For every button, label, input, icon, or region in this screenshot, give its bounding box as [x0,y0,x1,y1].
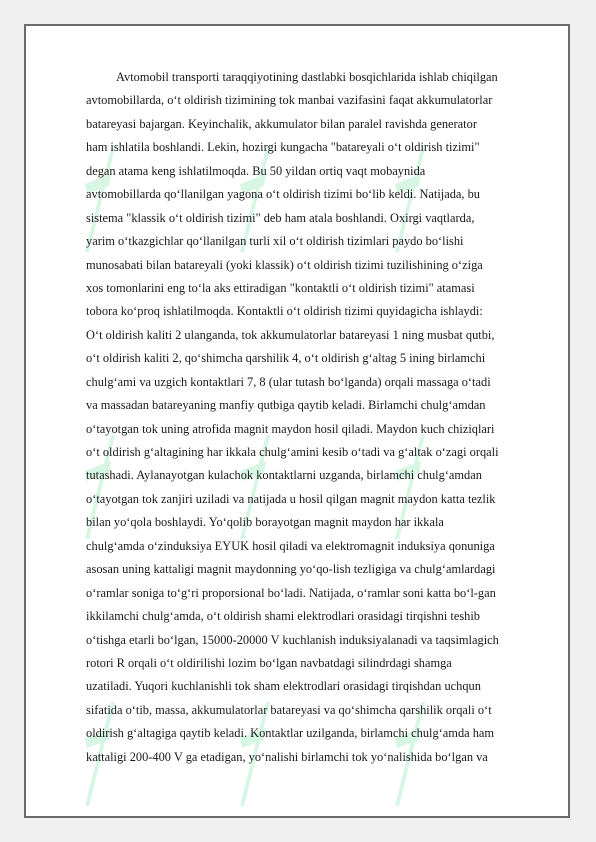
text-line: asosan uning kattaligi magnit maydonning yo‘qo-lish tezligiga va chulg‘amlardagi [86,562,496,577]
text-line: xos tomonlarini eng to‘la aks ettiradigan "kontaktli o‘t oldirish tizimi" atamasi [86,280,475,295]
text-line: bilan yo‘qola boshlaydi. Yo‘qolib borayotgan magnit maydon har ikkala [86,515,444,530]
text-line: yarim o‘tkazgichlar qo‘llanilgan turli xil o‘t oldirish tizimlari paydo bo‘lishi [86,234,464,249]
text-line: avtomobillarda qo‘llanilgan yagona o‘t oldirish tizimi bo‘lib keldi. Natijada, bu [86,187,481,202]
text-line: chulg‘ami va uzgich kontaktlari 7, 8 (ular tutash bo‘lganda) orqali massaga o‘tadi [86,374,491,389]
text-line: tobora ko‘proq ishlatilmoqda. Kontaktli o‘t oldirish tizimi quyidagicha ishlaydi: [86,304,483,319]
text-line: sistema "klassik o‘t oldirish tizimi" deb ham atala boshlandi. Oxirgi vaqtlarda, [86,210,475,225]
text-line: degan atama keng ishlatilmoqda. Bu 50 yildan ortiq vaqt mobaynida [86,163,426,178]
text-line: kattaligi 200-400 V ga etadigan, yo‘nalishi birlamchi tok yo‘nalishida bo‘lgan va [86,749,488,764]
document-page [24,24,570,818]
text-line: o‘t oldirish kaliti 2, qo‘shimcha qarshilik 4, o‘t oldirish g‘altag 5 ining birlamchi [86,351,486,366]
text-line: avtomobillarda, o‘t oldirish tizimining tok manbai vazifasini faqat akkumulatorlar [86,93,493,108]
text-line: o‘t oldirish g‘altagining har ikkala chulg‘amini kesib o‘tadi va g‘altak o‘zagi orqali [86,445,499,459]
text-line: batareyasi bajargan. Keyinchalik, akkumulator bilan paralel ravishda generator [86,116,477,131]
text-line: ikkilamchi chulg‘amda, o‘t oldirish shami elektrodlari orasidagi tirqishni teshib [86,609,481,624]
text-line: o‘ramlar soniga to‘g‘ri proporsional bo‘ladi. Natijada, o‘ramlar soni katta bo‘l-gan [86,585,496,600]
text-line: tutashadi. Aylanayotgan kulachok kontaktlarni uzganda, birlamchi chulg‘amdan [86,468,482,483]
text-line: oldirish g‘altagiga qaytib keladi. Kontaktlar uzilganda, birlamchi chulg‘amda ham [86,726,495,741]
text-line: rotori R orqali o‘t oldirilishi lozim bo‘lgan navbatdagi silindrdagi shamga [86,655,452,670]
body-text [86,66,560,769]
text-line: sifatida o‘tib, massa, akkumulatorlar batareyasi va qo‘shimcha qarshilik orqali o‘t [86,702,492,717]
text-line: uzatiladi. Yuqori kuchlanishli tok sham elektrodlari orasidagi tirqishdan uchqun [86,679,481,694]
text-line: o‘tayotgan tok zanjiri uziladi va natijada u hosil qilgan magnit maydon katta tezlik [86,491,496,506]
text-line: va massadan batareyaning manfiy qutbiga qaytib keladi. Birlamchi chulg‘amdan [86,398,486,413]
text-line: o‘tayotgan tok uning atrofida magnit maydon hosil qiladi. Maydon kuch chiziqlari [86,421,495,436]
text-line: chulg‘amda o‘zinduksiya EYUK hosil qiladi va elektromagnit induksiya qonuniga [86,538,495,553]
text-line: O‘t oldirish kaliti 2 ulanganda, tok akkumulatorlar batareyasi 1 ning musbat qutbi, [86,327,495,342]
text-line: ham ishlatila boshlandi. Lekin, hozirgi kungacha "batareyali o‘t oldirish tizimi" [86,140,480,155]
text-line: munosabati bilan batareyali (yoki klassik) o‘t oldirish tizimi tuzilishining o‘ziga [86,257,483,272]
text-line: Avtomobil transporti taraqqiyotining dastlabki bosqichlarida ishlab chiqilgan [116,70,498,84]
text-line: o‘tishga etarli bo‘lgan, 15000-20000 V kuchlanish induksiyalanadi va taqsimlagich [86,632,499,647]
